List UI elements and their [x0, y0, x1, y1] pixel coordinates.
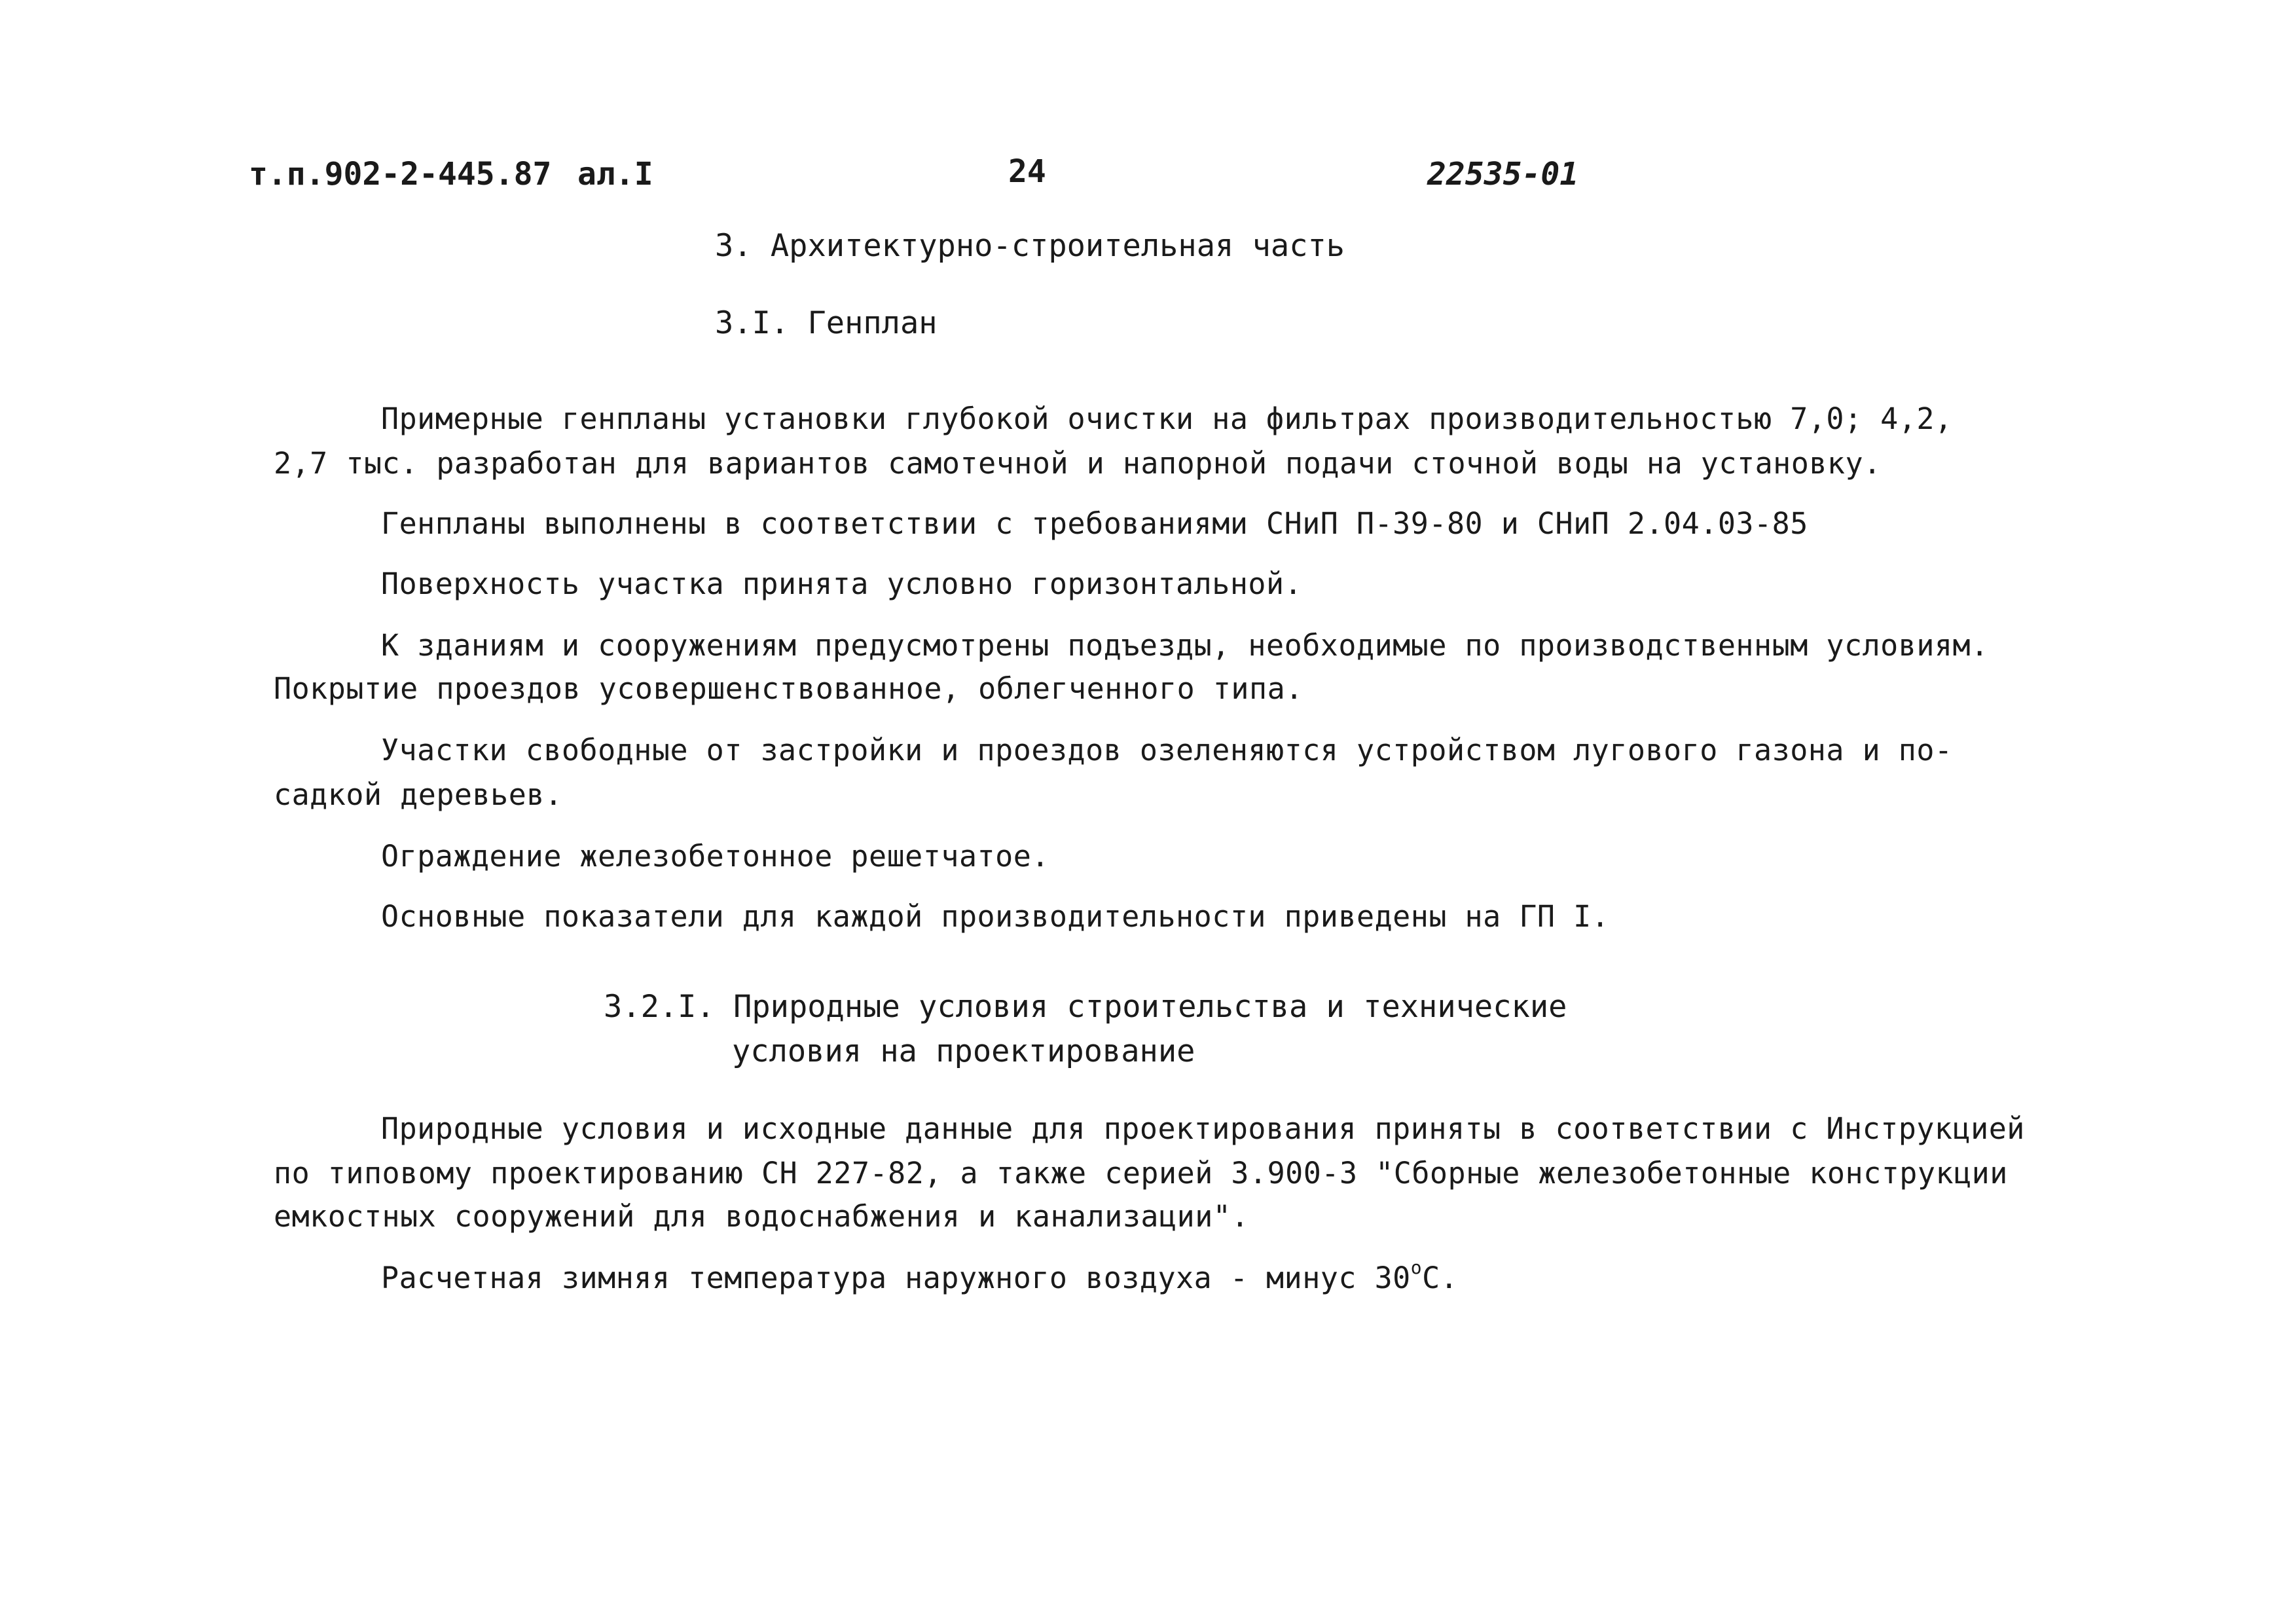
- paragraph-line: Природные условия и исходные данные для проектирования приняты в соответствии с Инструкцией: [381, 1111, 2025, 1146]
- paragraph-line: Примерные генпланы установки глубокой очистки на фильтрах производительностью 7,0; 4,2,: [381, 401, 1953, 436]
- temperature-text: Расчетная зимняя температура наружного воздуха - минус 30: [381, 1261, 1411, 1295]
- section-3-2-1-heading: 3.2.I. Природные условия строительства и технические: [604, 989, 1567, 1025]
- album-number: ал.I: [577, 156, 653, 193]
- paragraph-line: Поверхность участка принята условно горизонтальной.: [381, 566, 1303, 601]
- paragraph-line: Основные показатели для каждой производительности приведены на ГП I.: [381, 899, 1610, 934]
- paragraph-line: Участки свободные от застройки и проездов озеленяются устройством лугового газона и по-: [381, 733, 1953, 767]
- inventory-number: 22535-01: [1427, 156, 1579, 193]
- section-3-heading: 3. Архитектурно-строительная часть: [715, 228, 1345, 264]
- paragraph-line: Покрытие проездов усовершенствованное, облегченного типа.: [274, 671, 1303, 706]
- paragraph-line: емкостных сооружений для водоснабжения и канализации".: [274, 1199, 1249, 1234]
- document-code: т.п.902-2-445.87: [249, 156, 552, 193]
- paragraph-line: по типовому проектированию СН 227-82, а также серией 3.900-3 "Сборные железобетонные конструкции: [274, 1156, 2008, 1190]
- section-3-1-heading: 3.I. Генплан: [715, 305, 938, 341]
- paragraph-line: 2,7 тыс. разработан для вариантов самотечной и напорной подачи сточной воды на установку.: [274, 446, 1882, 481]
- section-3-2-1-heading-cont: условия на проектирование: [732, 1033, 1195, 1069]
- paragraph-line: Ограждение железобетонное решетчатое.: [381, 839, 1049, 874]
- temperature-unit: С.: [1422, 1261, 1459, 1295]
- degree-mark: о: [1410, 1257, 1423, 1278]
- paragraph-line: К зданиям и сооружениям предусмотрены подъезды, необходимые по производственным условиям.: [381, 628, 1989, 663]
- page-number: 24: [1008, 153, 1046, 190]
- paragraph-line: Генпланы выполнены в соответствии с требованиями СНиП П-39-80 и СНиП 2.04.03-85: [381, 506, 1808, 541]
- paragraph-line: садкой деревьев.: [274, 777, 563, 812]
- temperature-line: [381, 1259, 1458, 1298]
